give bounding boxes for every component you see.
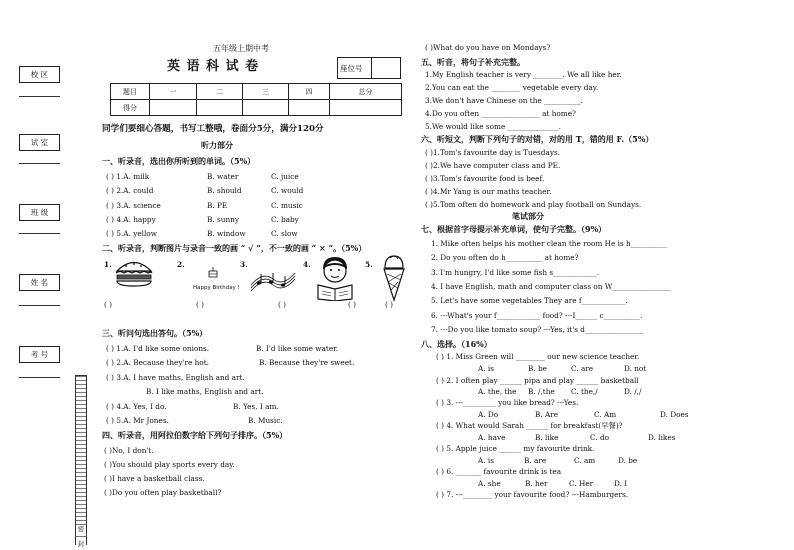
s7-row-4[interactable]: 4. I have English, math and computer class on W________________ bbox=[431, 282, 671, 291]
s6-row-1[interactable]: ( )1.Tom's favourite day is Tuesdays. bbox=[425, 148, 561, 157]
section2-title: 二、听录音，判断图片与录音一致的画 “ √ ”，不一致的画 “ × ”。（5%） bbox=[102, 243, 367, 253]
s8-q5-opt-a: A. is bbox=[478, 456, 494, 465]
score-head-2: 二 bbox=[197, 84, 243, 100]
s3-q5-b: B. Music. bbox=[248, 416, 283, 425]
s4-row-1[interactable]: ( )No, I don't. bbox=[104, 446, 154, 455]
s7-row-3[interactable]: 3. I'm hungry, I'd like some fish s____________. bbox=[431, 268, 600, 277]
score-cell[interactable] bbox=[197, 100, 243, 116]
s2-answer-1[interactable]: ( ) bbox=[104, 300, 113, 309]
score-row-label: 得分 bbox=[111, 100, 150, 116]
score-head-1: 一 bbox=[150, 84, 197, 100]
score-cell[interactable] bbox=[150, 100, 197, 116]
s8-q3-opt-d: D. Does bbox=[660, 410, 689, 419]
section1-title: 一、听录音，选出你所听到的单词。（5%） bbox=[102, 156, 256, 166]
score-table bbox=[110, 83, 402, 116]
s8-q1-opt-c: C. are bbox=[571, 364, 594, 373]
s8-q1-opt-d: D. not bbox=[624, 364, 647, 373]
birthday-card-text: Happy Birthday ! bbox=[193, 285, 240, 291]
s8-q4-opt-d: D. likes bbox=[648, 433, 676, 442]
s1-q2-c: C. would bbox=[271, 186, 304, 195]
s5-row-3[interactable]: 3.We don't have Chinese on the __________. bbox=[425, 96, 583, 105]
boy-reading-icon bbox=[315, 255, 355, 301]
seat-number-box bbox=[337, 57, 401, 79]
exam-number-label: 考 号 bbox=[19, 346, 60, 363]
exam-number-line bbox=[19, 377, 60, 378]
score-head-4: 四 bbox=[289, 84, 330, 100]
classroom-label: 试 室 bbox=[19, 134, 60, 151]
s2-answer-2[interactable]: ( ) bbox=[196, 300, 205, 309]
music-notes-icon bbox=[249, 270, 297, 294]
s8-q2-opt-d: D. /,/ bbox=[624, 387, 642, 396]
s1-q2[interactable]: ( ) 2.A. could bbox=[106, 186, 154, 195]
s1-q5[interactable]: ( ) 5.A. yellow bbox=[106, 229, 157, 238]
s1-q4-b: B. sunny bbox=[207, 215, 239, 224]
s8-q4-opt-c: C. do bbox=[590, 433, 610, 442]
s7-row-2[interactable]: 2. Do you often do h__________ at home? bbox=[431, 253, 579, 262]
s1-q4-c: C. baby bbox=[271, 215, 299, 224]
s8-q5-opt-d: D. be bbox=[618, 456, 638, 465]
exam-notice: 同学们要细心答题，书写工整哦，卷面分5分，满分120分 bbox=[102, 124, 324, 134]
classroom-line bbox=[19, 163, 60, 164]
birthday-cake-icon bbox=[207, 266, 219, 278]
s8-q3[interactable]: ( ) 3. ---_________ you like bread? ---Yes. bbox=[436, 398, 579, 407]
s8-q6-opt-b: B. her bbox=[525, 479, 548, 488]
school-district-line bbox=[19, 96, 60, 97]
s8-q1-opt-a: A. is bbox=[478, 364, 494, 373]
s5-row-1[interactable]: 1.My English teacher is very ________. We all like her. bbox=[425, 70, 622, 79]
score-cell[interactable] bbox=[243, 100, 289, 116]
grade-exam-title: 五年级上期中考 bbox=[213, 44, 269, 53]
section7-title: 七、根据首字母提示补充单词，使句子完整。（9%） bbox=[421, 224, 607, 234]
s2-answer-3[interactable]: ( ) bbox=[278, 300, 287, 309]
s4-row-5[interactable]: ( )What do you have on Mondays? bbox=[425, 43, 551, 52]
s8-q2-opt-a: A. the, the bbox=[478, 387, 517, 396]
name-line bbox=[19, 305, 60, 306]
s5-row-2[interactable]: 2.You can eat the ________ vegetable every day. bbox=[425, 83, 599, 92]
listening-part-title: 听力部分 bbox=[201, 140, 233, 150]
s1-q4[interactable]: ( ) 4.A. happy bbox=[106, 215, 156, 224]
s1-q2-b: B. should bbox=[207, 186, 242, 195]
s8-q1-opt-b: B. be bbox=[528, 364, 547, 373]
s1-q1[interactable]: ( ) 1.A. milk bbox=[106, 172, 150, 181]
seal-char-1: 密 bbox=[77, 525, 85, 533]
s8-q3-opt-c: C. Am bbox=[594, 410, 617, 419]
s8-q6-opt-a: A. she bbox=[478, 479, 501, 488]
s5-row-4[interactable]: 4.Do you often ________________ at home? bbox=[425, 109, 576, 118]
section8-title: 八、选择。（16%） bbox=[421, 339, 492, 349]
s8-q6-opt-c: C. Her bbox=[569, 479, 594, 488]
s7-row-6[interactable]: 6. ---What's your f____________ food? ---I______ c__________. bbox=[431, 311, 643, 320]
s6-row-3[interactable]: ( )3.Tom's favourite food is beef. bbox=[425, 174, 545, 183]
s3-q2[interactable]: ( ) 2.A. Because they're hot. bbox=[106, 358, 209, 367]
s3-q4[interactable]: ( ) 4.A. Yes, I do. bbox=[106, 402, 167, 411]
s8-q2-opt-b: B. /,the bbox=[528, 387, 555, 396]
score-head-3: 三 bbox=[243, 84, 289, 100]
s7-row-1[interactable]: 1. Mike often helps his mother clean the room He is h__________ bbox=[431, 239, 668, 248]
s4-row-3[interactable]: ( )I have a basketball class. bbox=[104, 474, 205, 483]
s8-q6-opt-d: D. I bbox=[614, 479, 628, 488]
section5-title: 五、听音，将句子补充完整。 bbox=[421, 57, 525, 67]
seat-number-label: 座位号 bbox=[340, 64, 363, 73]
ice-cream-cone-icon bbox=[381, 252, 407, 302]
school-district-label: 校 区 bbox=[19, 66, 60, 83]
section6-title: 六、听短文，判断下列句子的对错，对的用 T，错的用 F.（5%） bbox=[421, 134, 654, 144]
s2-answer-5[interactable]: ( ) bbox=[385, 300, 394, 309]
s3-q2-b: B. Because they're sweet. bbox=[259, 358, 355, 367]
s6-row-2[interactable]: ( )2.We have computer class and PE. bbox=[425, 161, 561, 170]
s1-q1-c: C. juice bbox=[271, 172, 299, 181]
s8-q4-opt-a: A. have bbox=[478, 433, 506, 442]
s6-row-5[interactable]: ( )5.Tom often do homework and play football on Sundays. bbox=[425, 200, 642, 209]
section3-title: 三、听问句选出答句。（5%） bbox=[102, 328, 208, 338]
s8-q5[interactable]: ( ) 5. Apple juice ______ my favourite drink. bbox=[436, 444, 595, 453]
written-part-title: 笔试部分 bbox=[512, 211, 544, 221]
seal-dashed-strip bbox=[75, 375, 87, 545]
class-line bbox=[19, 233, 60, 234]
score-head-item: 题目 bbox=[111, 84, 150, 100]
s8-q2-opt-c: C. the,/ bbox=[571, 387, 598, 396]
score-head-total: 总分 bbox=[330, 84, 402, 100]
s2-num-1: 1. bbox=[104, 260, 112, 269]
s8-q4-opt-b: B. like bbox=[535, 433, 559, 442]
s5-row-5[interactable]: 5.We would like some ______________. bbox=[425, 122, 561, 131]
s1-q3-b: B. PE bbox=[207, 201, 228, 210]
s2-num-3: 3. bbox=[240, 260, 248, 269]
page-title: 英 语 科 试 卷 bbox=[167, 59, 260, 74]
s8-q5-opt-b: B. are bbox=[524, 456, 547, 465]
s8-q6[interactable]: ( ) 6. _______ favourite drink is tea bbox=[436, 467, 562, 476]
s4-row-2[interactable]: ( )You should play sports every day. bbox=[104, 460, 235, 469]
s8-q3-opt-b: B. Are bbox=[535, 410, 559, 419]
s8-q2[interactable]: ( ) 2. I often play ______ pipa and play ______ basketball bbox=[436, 376, 639, 385]
s7-row-7[interactable]: 7. ---Do you like tomato soup? ---Yes, it's d________________ bbox=[431, 325, 644, 334]
s1-q3[interactable]: ( ) 3.A. science bbox=[106, 201, 161, 210]
s1-q3-c: C. music bbox=[271, 201, 303, 210]
s3-q1-b: B. I'd like some water. bbox=[256, 344, 339, 353]
s8-q3-opt-a: A. Do bbox=[478, 410, 499, 419]
s8-q4[interactable]: ( ) 4. What would Sarah ______ for breakfast(早餐)? bbox=[436, 421, 623, 430]
seal-char-2: 封 bbox=[77, 540, 85, 548]
score-cell[interactable] bbox=[330, 100, 402, 116]
s4-row-4[interactable]: ( )Do you often play basketball? bbox=[104, 488, 222, 497]
section4-title: 四、听录音，用阿拉伯数字给下列句子排序。（5%） bbox=[102, 430, 288, 440]
s1-q5-b: B. window bbox=[207, 229, 246, 238]
s3-q3[interactable]: ( ) 3.A. I have maths, English and art. bbox=[106, 373, 245, 382]
s7-row-5[interactable]: 5. Let's have some vegetables They are f____________. bbox=[431, 296, 628, 305]
s8-q7[interactable]: ( ) 7. ---________ your favourite food? ---Hamburgers. bbox=[436, 490, 629, 499]
hamburger-icon bbox=[114, 258, 154, 288]
score-cell[interactable] bbox=[289, 100, 330, 116]
name-label: 姓 名 bbox=[19, 274, 60, 291]
class-label: 班 级 bbox=[19, 204, 60, 221]
s3-q5[interactable]: ( ) 5.A. Mr Jones. bbox=[106, 416, 169, 425]
s2-num-4: 4. bbox=[303, 260, 311, 269]
s2-num-2: 2. bbox=[177, 260, 185, 269]
s2-answer-4[interactable]: ( ) bbox=[348, 300, 357, 309]
s3-q3-b: B. I like maths, English and art. bbox=[146, 387, 264, 396]
s6-row-4[interactable]: ( )4.Mr Yang is our maths teacher. bbox=[425, 187, 552, 196]
s3-q4-b: B. Yes, I am. bbox=[233, 402, 279, 411]
s2-num-5: 5. bbox=[365, 260, 373, 269]
s1-q1-b: B. water bbox=[207, 172, 239, 181]
s3-q1[interactable]: ( ) 1.A. I'd like some onions. bbox=[106, 344, 210, 353]
s8-q1[interactable]: ( ) 1. Miss Green will ________ our new science teacher. bbox=[436, 352, 640, 361]
s1-q5-c: C. slow bbox=[271, 229, 298, 238]
s8-q5-opt-c: C. am bbox=[574, 456, 596, 465]
